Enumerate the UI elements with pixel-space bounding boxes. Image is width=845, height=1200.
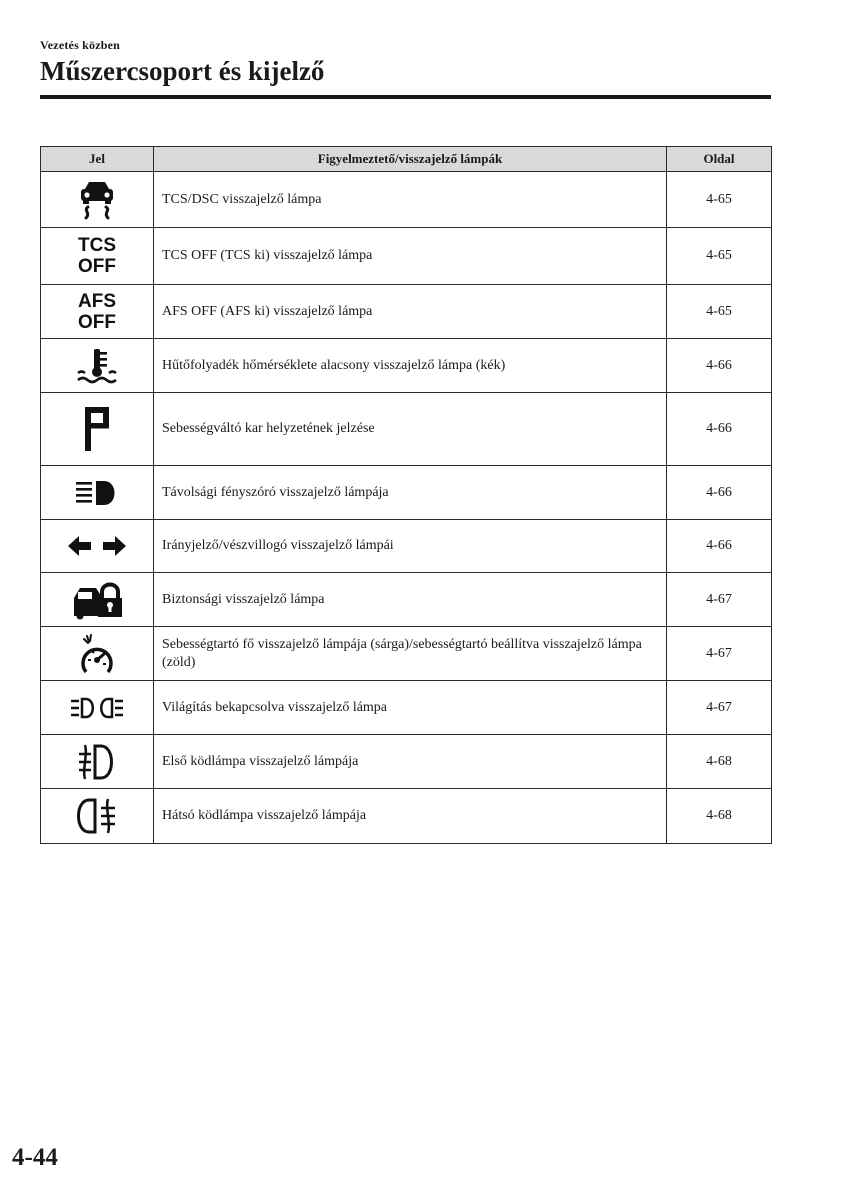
page-reference: 4-66 — [667, 466, 772, 520]
page-reference: 4-65 — [667, 285, 772, 339]
high-beam-icon — [74, 479, 120, 507]
icon-cell — [41, 393, 154, 466]
lamp-description: Első ködlámpa visszajelző lámpája — [154, 735, 667, 789]
table-header-row — [41, 147, 772, 172]
column-header-symbol: Jel — [41, 147, 154, 172]
table-row — [41, 735, 772, 789]
table-row — [41, 627, 772, 681]
lamp-description: TCS OFF (TCS ki) visszajelző lámpa — [154, 228, 667, 285]
page-title: Műszercsoport és kijelző — [40, 56, 325, 86]
icon-cell — [41, 627, 154, 681]
icon-cell — [41, 573, 154, 627]
page-reference: 4-66 — [667, 339, 772, 393]
table-row — [41, 172, 772, 228]
coolant-temperature-icon — [75, 347, 119, 385]
lamp-description: Távolsági fényszóró visszajelző lámpája — [154, 466, 667, 520]
icon-cell — [41, 228, 154, 285]
page-reference: 4-68 — [667, 789, 772, 844]
warning-lamps-table — [40, 146, 772, 844]
lamp-description: Hűtőfolyadék hőmérséklete alacsony visszajelző lámpa (kék) — [154, 339, 667, 393]
page-reference: 4-65 — [667, 172, 772, 228]
page-reference: 4-66 — [667, 520, 772, 573]
column-header-page: Oldal — [667, 147, 772, 172]
table-row — [41, 228, 772, 285]
table-row — [41, 466, 772, 520]
table-row — [41, 285, 772, 339]
icon-cell — [41, 172, 154, 228]
table-row — [41, 573, 772, 627]
lamp-description: Irányjelző/vészvillogó visszajelző lámpái — [154, 520, 667, 573]
security-lock-icon — [70, 580, 124, 620]
icon-cell — [41, 466, 154, 520]
icon-cell — [41, 735, 154, 789]
lamp-description: Sebességtartó fő visszajelző lámpája (sárga)/sebességtartó beállítva visszajelző lámpa (zöld) — [154, 627, 667, 681]
icon-cell — [41, 520, 154, 573]
turn-signal-icon — [66, 534, 128, 558]
page-reference: 4-68 — [667, 735, 772, 789]
lamp-description: AFS OFF (AFS ki) visszajelző lámpa — [154, 285, 667, 339]
column-header-lamps: Figyelmeztető/visszajelző lámpák — [154, 147, 667, 172]
lamp-description: Sebességváltó kar helyzetének jelzése — [154, 393, 667, 466]
title-rule — [40, 95, 771, 99]
icon-cell — [41, 285, 154, 339]
page-reference: 4-67 — [667, 681, 772, 735]
gear-position-icon — [79, 403, 115, 455]
lamp-description: TCS/DSC visszajelző lámpa — [154, 172, 667, 228]
front-fog-icon — [77, 743, 117, 781]
lamp-description: Biztonsági visszajelző lámpa — [154, 573, 667, 627]
page-reference: 4-67 — [667, 627, 772, 681]
table-row — [41, 520, 772, 573]
lamp-description: Hátsó ködlámpa visszajelző lámpája — [154, 789, 667, 844]
icon-cell — [41, 681, 154, 735]
table-row — [41, 393, 772, 466]
page-reference: 4-66 — [667, 393, 772, 466]
table-row — [41, 681, 772, 735]
section-label: Vezetés közben — [40, 38, 121, 52]
position-lights-icon — [69, 696, 125, 720]
cruise-control-icon — [77, 633, 117, 675]
rear-fog-icon — [75, 797, 119, 835]
lamp-description: Világítás bekapcsolva visszajelző lámpa — [154, 681, 667, 735]
table-row — [41, 789, 772, 844]
afs-off-icon: AFS OFF — [78, 290, 116, 333]
icon-cell — [41, 789, 154, 844]
page-reference: 4-65 — [667, 228, 772, 285]
icon-cell — [41, 339, 154, 393]
page-reference: 4-67 — [667, 573, 772, 627]
table-row — [41, 339, 772, 393]
car-skid-icon — [76, 178, 118, 222]
page-number: 4-44 — [12, 1144, 58, 1171]
tcs-off-icon: TCS OFF — [78, 235, 116, 277]
